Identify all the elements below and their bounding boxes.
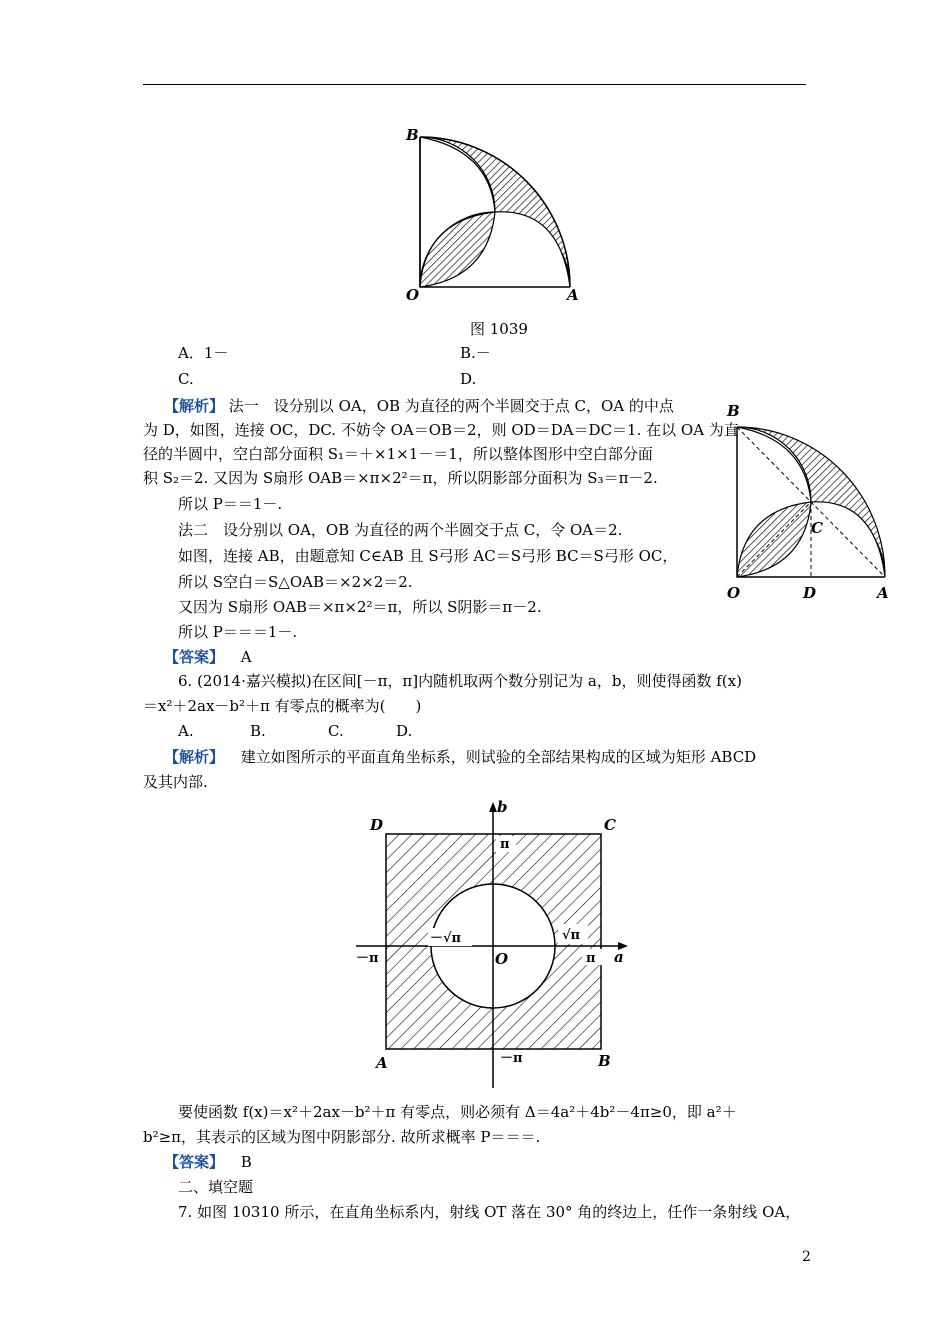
q5-option-d: D.	[460, 370, 477, 388]
figure-2	[725, 400, 895, 605]
q5-analysis-line-3: 径的半圆中，空白部分面积 S₁＝＋×1×1－＝1，所以整体图形中空白部分面	[143, 445, 653, 463]
fig3-label-O: O	[495, 950, 509, 968]
fig2-label-A: A	[877, 584, 889, 602]
fig3-label-B: B	[598, 1052, 611, 1070]
fig3-label-a: a	[614, 948, 624, 966]
q6-option-d: D.	[396, 722, 413, 740]
q6-option-a: A.	[178, 722, 194, 740]
section-heading: 二、填空题	[178, 1178, 254, 1196]
fig2-label-C: C	[811, 519, 823, 537]
q5-analysis-line-1: 法一 设分别以 OA，OB 为直径的两个半圆交于点 C，OA 的中点	[228, 397, 674, 415]
q7-line-1: 7. 如图 10310 所示，在直角坐标系内，射线 OT 落在 30° 角的终边上，任作一条射线 OA，	[178, 1203, 801, 1221]
fig3-label-D: D	[370, 816, 384, 834]
fig3-label-b: b	[497, 798, 508, 816]
q5-answer-tag: 【答案】	[164, 648, 225, 666]
fig2-label-O: O	[727, 584, 741, 602]
q5-option-b: B.－	[460, 344, 491, 362]
q6-answer: B	[240, 1153, 252, 1171]
q5-analysis-line-2: 为 D，如图，连接 OC，DC. 不妨令 OA＝OB＝2，则 OD＝DA＝DC＝1. 在以 OA 为直	[143, 421, 739, 439]
fig3-label-sqrt-pi: √π	[562, 928, 581, 943]
figure-1039	[400, 120, 590, 305]
q5-analysis-line-4: 积 S₂＝2. 又因为 S扇形 OAB＝×π×2²＝π，所以阴影部分面积为 S₃＝π－2.	[143, 469, 658, 487]
q5-option-a: A．1－	[178, 344, 229, 362]
q5-analysis-line-10: 所以 P＝＝＝1－.	[178, 623, 298, 641]
q5-jiexi-tag: 【解析】	[164, 397, 225, 415]
q6-line-2: ＝x²＋2ax－b²＋π 有零点的概率为( )	[143, 697, 422, 715]
q5-option-c: C.	[178, 370, 194, 388]
fig2-label-D: D	[803, 584, 817, 602]
q6-jiexi-tag: 【解析】	[164, 748, 225, 766]
q5-analysis-line-8: 所以 S空白＝S△OAB＝×2×2＝2.	[178, 573, 413, 591]
q6-option-b: B.	[250, 722, 266, 740]
fig3-label-C: C	[604, 816, 616, 834]
q6-answer-tag: 【答案】	[164, 1153, 225, 1171]
figure-caption: 图 1039	[470, 320, 528, 338]
fig3-label-neg-sqrt-pi: －√π	[430, 931, 462, 946]
fig3-label-neg-pi-bottom: －π	[500, 1051, 523, 1066]
q5-analysis-line-9: 又因为 S扇形 OAB＝×π×2²＝π，所以 S阴影＝π－2.	[178, 598, 542, 616]
q5-answer: A	[240, 648, 252, 666]
fig3-label-pi-top: π	[500, 837, 510, 852]
fig3-label-pi-right: π	[586, 951, 596, 966]
fig1-label-O: O	[406, 286, 420, 304]
page-number: 2	[802, 1249, 811, 1265]
header-rule	[143, 84, 806, 85]
q6-analysis-line-1: 建立如图所示的平面直角坐标系，则试验的全部结果构成的区域为矩形 ABCD	[240, 748, 757, 766]
q6-line-1: 6. (2014·嘉兴模拟)在区间[－π，π]内随机取两个数分别记为 a，b，则使得函数 f(x)	[178, 672, 742, 690]
fig3-label-A: A	[376, 1054, 388, 1072]
fig2-label-B: B	[727, 402, 740, 420]
fig1-label-A: A	[567, 286, 579, 304]
q5-analysis-line-6: 法二 设分别以 OA，OB 为直径的两个半圆交于点 C，令 OA＝2.	[178, 521, 623, 539]
q5-analysis-line-5: 所以 P＝＝1－.	[178, 495, 283, 513]
fig1-label-B: B	[406, 126, 419, 144]
q6-analysis-line-2: 及其内部.	[143, 773, 208, 791]
figure-coordinate-square	[348, 796, 638, 1096]
fig3-label-neg-pi-left: －π	[356, 951, 379, 966]
q5-analysis-line-7: 如图，连接 AB，由题意知 C∈AB 且 S弓形 AC＝S弓形 BC＝S弓形 OC，	[178, 547, 678, 565]
q6-analysis-line-4: b²≥π，其表示的区域为图中阴影部分. 故所求概率 P＝＝＝.	[143, 1128, 541, 1146]
q6-analysis-line-3: 要使函数 f(x)＝x²＋2ax－b²＋π 有零点，则必须有 Δ＝4a²＋4b²－4π≥0，即 a²＋	[178, 1103, 737, 1121]
q6-option-c: C.	[328, 722, 344, 740]
